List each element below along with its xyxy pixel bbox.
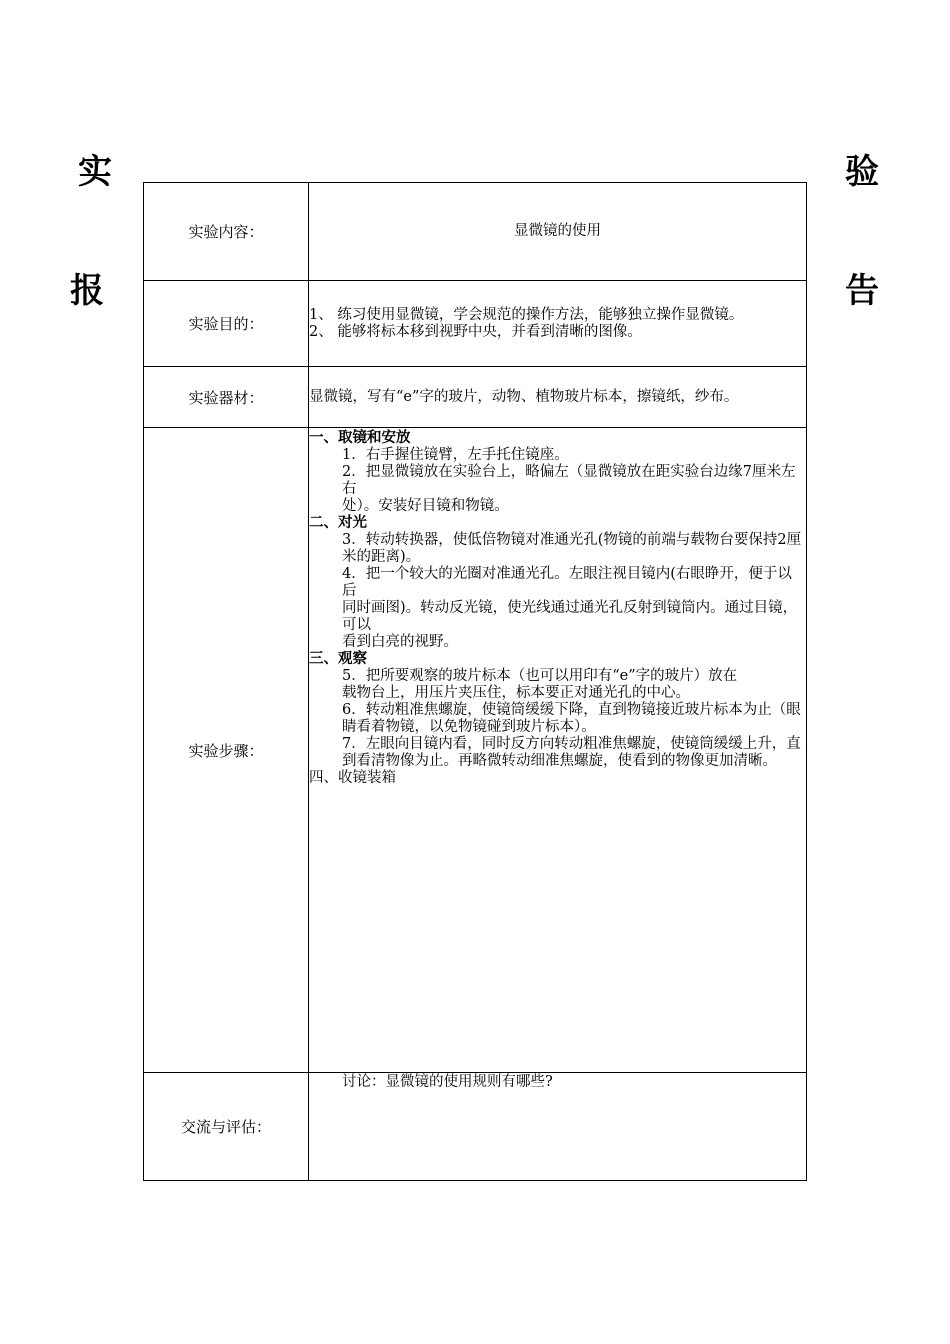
step-line: 3．转动转换器，使低倍物镜对准通光孔(物镜的前端与载物台要保持2厘 xyxy=(342,532,802,548)
steps-label: 实验步骤： xyxy=(144,428,309,1073)
step-line: 载物台上，用压片夹压住，标本要正对通光孔的中心。 xyxy=(342,685,690,701)
step-section-heading: 一、取镜和安放 xyxy=(309,430,411,446)
purpose-item: 1、 练习使用显微镜，学会规范的操作方法，能够独立操作显微镜。 xyxy=(309,306,744,323)
content-label: 实验内容： xyxy=(144,183,309,281)
experiment-title: 显微镜的使用 xyxy=(309,183,807,281)
step-line: 4．把一个较大的光圈对准通光孔。左眼注视目镜内(右眼睁开，便于以后 xyxy=(342,566,792,599)
step-line: 1．右手握住镜臂，左手托住镜座。 xyxy=(342,447,569,463)
step-section-heading: 二、对光 xyxy=(309,515,367,531)
step-line: 睛看着物镜，以免物镜碰到玻片标本）。 xyxy=(342,719,596,735)
step-line: 同时画图)。转动反光镜，使光线通过通光孔反射到镜筒内。通过目镜，可以 xyxy=(342,600,798,633)
evaluation-text: 讨论：显微镜的使用规则有哪些? xyxy=(342,1074,553,1090)
purpose-content xyxy=(309,281,807,367)
step-line: 处）。安装好目镜和物镜。 xyxy=(342,498,509,514)
step-line: 5．把所要观察的玻片标本（也可以用印有“e”字的玻片）放在 xyxy=(342,668,738,684)
evaluation-row xyxy=(144,1073,807,1181)
header-char-3: 报 xyxy=(70,271,104,311)
report-table xyxy=(143,182,807,1181)
materials-row xyxy=(144,367,807,428)
step-section-heading: 四、收镜装箱 xyxy=(309,770,396,786)
purpose-row xyxy=(144,281,807,367)
purpose-item: 2、 能够将标本移到视野中央，并看到清晰的图像。 xyxy=(309,323,642,340)
materials-content: 显微镜，写有“e”字的玻片，动物、植物玻片标本，擦镜纸，纱布。 xyxy=(309,367,807,428)
step-line: 6．转动粗准焦螺旋，使镜筒缓缓下降，直到物镜接近玻片标本为止（眼 xyxy=(342,702,801,718)
header-char-4: 告 xyxy=(845,271,879,311)
step-line: 2．把显微镜放在实验台上，略偏左（显微镜放在距实验台边缘7厘米左右 xyxy=(342,464,796,497)
evaluation-label: 交流与评估： xyxy=(144,1073,309,1181)
step-line: 7．左眼向目镜内看，同时反方向转动粗准焦螺旋，使镜筒缓缓上升，直 xyxy=(342,736,801,752)
step-line: 到看清物像为止。再略微转动细准焦螺旋，使看到的物像更加清晰。 xyxy=(342,753,777,769)
steps-content xyxy=(309,428,807,1073)
header-char-2: 验 xyxy=(845,152,879,192)
steps-row xyxy=(144,428,807,1073)
step-line: 米的距离)。 xyxy=(342,549,421,565)
step-section-heading: 三、观察 xyxy=(309,651,367,667)
purpose-label: 实验目的： xyxy=(144,281,309,367)
header-char-1: 实 xyxy=(78,152,112,192)
materials-label: 实验器材： xyxy=(144,367,309,428)
step-line: 看到白亮的视野。 xyxy=(342,634,458,650)
content-row xyxy=(144,183,807,281)
evaluation-content xyxy=(309,1073,807,1181)
